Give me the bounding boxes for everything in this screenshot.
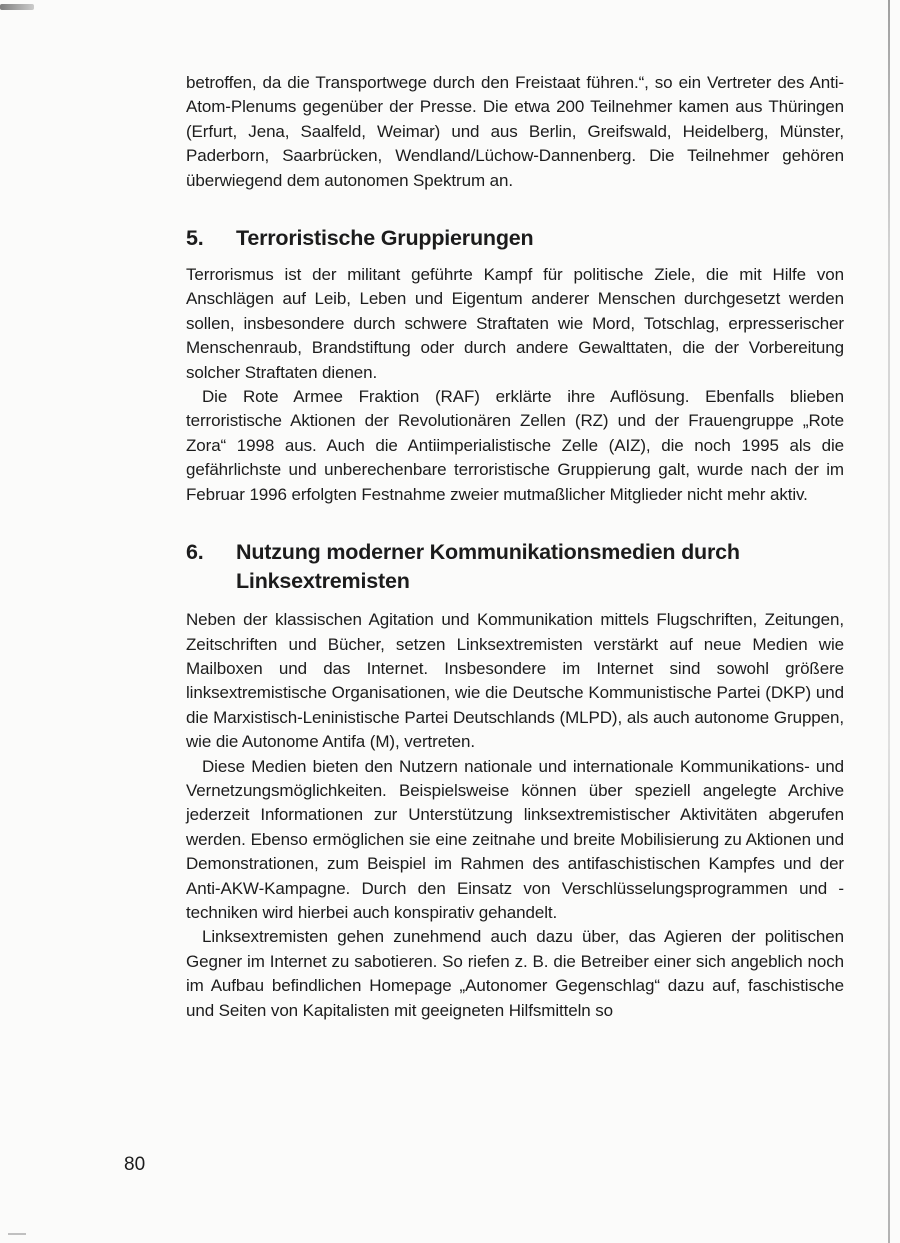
section-6-number: 6. [186, 540, 204, 565]
section-6-paragraph-1: Neben der klassischen Agitation und Kommunikation mittels Flugschriften, Zeitungen, Zeitschriften und Bücher, setzen Linksextremisten verstärkt auf neue Medien wie Mailboxen und das Internet. Insbesondere im Internet sind sowohl größere linksextremistische Organisationen, wie die Deutsche Kommunistische Partei (DKP) und die Marxistisch-Leninistische Partei Deutschlands (MLPD), als auch autonome Gruppen, wie die Autonome Antifa (M), vertreten. [186, 610, 844, 752]
page-edge-shadow [888, 0, 890, 1243]
section-6-title: Nutzung moderner Kommunikationsmedien durch Linksextremisten [236, 540, 740, 594]
section-6-paragraph-3: Linksextremisten gehen zunehmend auch dazu über, das Agieren der politischen Gegner im Internet zu sabotieren. So riefen z. B. die Betreiber einer sich angeblich noch im Aufbau befindlichen Homepage „Autonomer Gegenschlag“ dazu auf, faschistische und Seiten von Kapitalisten mit geeigneten Hilfsmitteln so [186, 927, 844, 1020]
intro-paragraph: betroffen, da die Transportwege durch den Freistaat führen.“, so ein Vertreter des Anti-Atom-Plenums gegenüber der Presse. Die etwa 200 Teilnehmer kamen aus Thüringen (Erfurt, Jena, Saalfeld, Weimar) und aus Berlin, Greifswald, Heidelberg, Münster, Paderborn, Saarbrücken, Wendland/Lüchow-Dannenberg. Die Teilnehmer gehören überwiegend dem autonomen Spektrum an. [186, 73, 844, 190]
section-5-paragraph-1: Terrorismus ist der militant geführte Kampf für politische Ziele, die mit Hilfe von Anschlägen auf Leib, Leben und Eigentum anderer Menschen durchgesetzt werden sollen, insbesondere durch schwere Straftaten wie Mord, Totschlag, erpresserischer Menschenraub, Brandstiftung oder durch andere Gewalttaten, die der Vorbereitung solcher Straftaten dienen. [186, 265, 844, 382]
page-number: 80 [124, 1154, 146, 1175]
section-5-number: 5. [186, 226, 204, 251]
section-5-heading [186, 224, 844, 253]
section-6-paragraph-2: Diese Medien bieten den Nutzern nationale und internationale Kommunikations- und Vernetzungsmöglichkeiten. Beispielsweise können über speziell angelegte Archive jederzeit Informationen zur Unterstützung linksextremistischer Aktivitäten abgerufen werden. Ebenso ermöglichen sie eine zeitnahe und breite Mobilisierung zu Aktionen und Demonstrationen, zum Beispiel im Rahmen des antifaschistischen Kampfes und der Anti-AKW-Kampagne. Durch den Einsatz von Verschlüsselungsprogrammen und -techniken wird hierbei auch konspirativ gehandelt. [186, 756, 844, 922]
section-5-paragraph-2: Die Rote Armee Fraktion (RAF) erklärte ihre Auflösung. Ebenfalls blieben terroristische Aktionen der Revolutionären Zellen (RZ) und der Frauengruppe „Rote Zora“ 1998 aus. Auch die Antiimperialistische Zelle (AIZ), die noch 1995 als die gefährlichste und unberechenbare terroristische Gruppierung galt, wurde nach der im Februar 1996 erfolgten Festnahme zweier mutmaßlicher Mitglieder nicht mehr aktiv. [186, 387, 844, 504]
scan-artifact-top [0, 4, 34, 10]
scan-artifact-bottom [8, 1233, 26, 1235]
page-body [186, 71, 844, 1023]
section-6-heading [186, 538, 844, 596]
section-5-title: Terroristische Gruppierungen [236, 226, 534, 251]
